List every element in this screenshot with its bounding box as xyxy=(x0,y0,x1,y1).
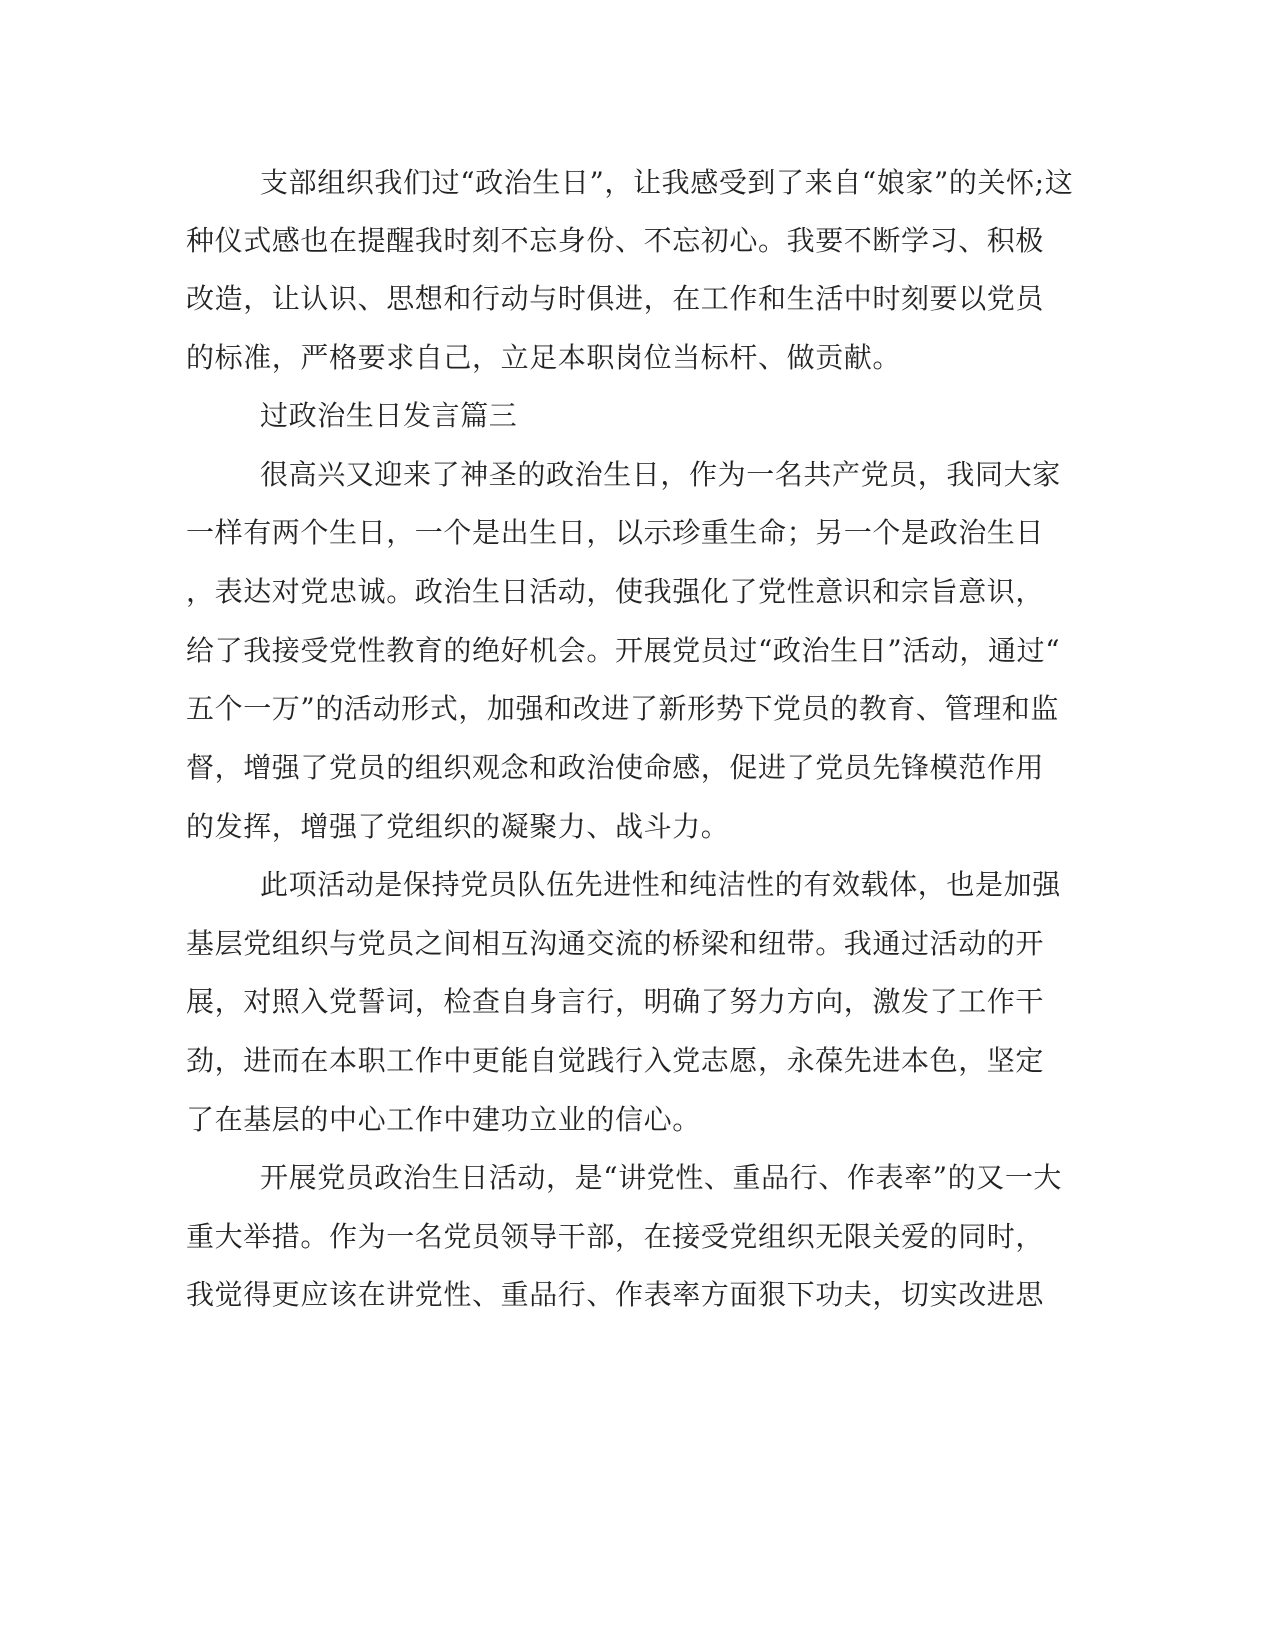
text-line: 基层党组织与党员之间相互沟通交流的桥梁和纽带。我通过活动的开 xyxy=(186,927,1045,960)
text-line: 开展党员政治生日活动，是“讲党性、重品行、作表率”的又一大 xyxy=(260,1161,1063,1194)
text-line: 一样有两个生日，一个是出生日，以示珍重生命；另一个是政治生日 xyxy=(186,516,1045,549)
text-line: 的发挥，增强了党组织的凝聚力、战斗力。 xyxy=(186,810,730,843)
text-line: 支部组织我们过“政治生日”，让我感受到了来自“娘家”的关怀;这 xyxy=(260,166,1074,199)
text-line: 重大举措。作为一名党员领导干部，在接受党组织无限关爱的同时， xyxy=(186,1220,1045,1253)
text-line: 督，增强了党员的组织观念和政治使命感，促进了党员先锋模范作用 xyxy=(186,751,1045,784)
text-line: 了在基层的中心工作中建功立业的信心。 xyxy=(186,1103,701,1136)
section-heading: 过政治生日发言篇三 xyxy=(260,399,518,432)
text-line: 种仪式感也在提醒我时刻不忘身份、不忘初心。我要不断学习、积极 xyxy=(186,224,1045,257)
text-line: 展，对照入党誓词，检查自身言行，明确了努力方向，激发了工作干 xyxy=(186,985,1045,1018)
text-line: 给了我接受党性教育的绝好机会。开展党员过“政治生日”活动，通过“ xyxy=(186,634,1061,667)
text-line: 很高兴又迎来了神圣的政治生日，作为一名共产党员，我同大家 xyxy=(260,458,1061,491)
text-line: 此项活动是保持党员队伍先进性和纯洁性的有效载体，也是加强 xyxy=(260,868,1061,901)
text-line: 五个一万”的活动形式，加强和改进了新形势下党员的教育、管理和监 xyxy=(186,692,1059,725)
text-line: 的标准，严格要求自己，立足本职岗位当标杆、做贡献。 xyxy=(186,341,902,374)
text-line: ，表达对党忠诚。政治生日活动，使我强化了党性意识和宗旨意识， xyxy=(186,575,1045,608)
text-line: 改造，让认识、思想和行动与时俱进，在工作和生活中时刻要以党员 xyxy=(186,282,1045,315)
text-line: 我觉得更应该在讲党性、重品行、作表率方面狠下功夫，切实改进思 xyxy=(186,1278,1045,1311)
text-line: 劲，进而在本职工作中更能自觉践行入党志愿，永葆先进本色，坚定 xyxy=(186,1044,1045,1077)
